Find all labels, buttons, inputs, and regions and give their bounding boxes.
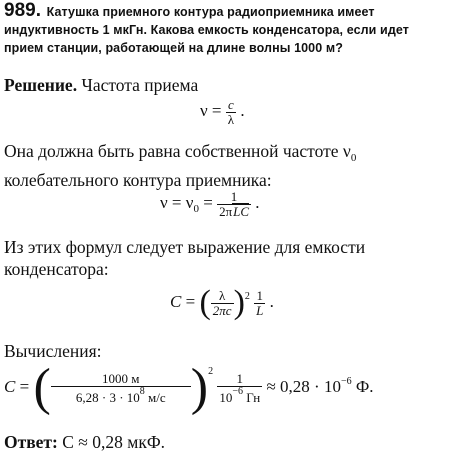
formula4-inner-fraction bbox=[51, 372, 191, 404]
formula4-eq: = bbox=[15, 376, 34, 396]
formula-frequency bbox=[200, 98, 245, 126]
para2-rest: колебательного контура приемника: bbox=[4, 170, 272, 190]
formula1-numerator: c bbox=[226, 98, 236, 113]
formula2-denominator bbox=[217, 205, 251, 219]
formula1-denominator: λ bbox=[227, 111, 235, 127]
formula4-power: 2 bbox=[208, 365, 214, 377]
formula3-right-paren: ) bbox=[233, 284, 245, 321]
formula3-numerator: 1 bbox=[254, 289, 265, 304]
formula4-inner-den-a: 6,28 · 3 · 10 bbox=[75, 389, 140, 405]
formula2-lhs: ν = ν bbox=[160, 193, 194, 213]
solution-intro-text: Частота приема bbox=[81, 75, 199, 95]
formula3-left-paren: ( bbox=[199, 284, 211, 321]
formula3-end: . bbox=[265, 291, 274, 311]
para2-subscript: 0 bbox=[350, 152, 357, 164]
solution-intro bbox=[4, 74, 450, 96]
formula4-denominator bbox=[217, 387, 262, 405]
formula-calculation bbox=[4, 359, 374, 416]
formula2-numerator: 1 bbox=[217, 190, 251, 205]
formula4-right-paren: ) bbox=[190, 359, 209, 416]
problem-number: 989. bbox=[4, 0, 41, 21]
formula1-end: . bbox=[236, 101, 245, 121]
formula4-den-exp: −6 bbox=[232, 385, 243, 397]
formula4-approx: ≈ 0,28 · 10 bbox=[262, 376, 341, 396]
formula4-numerator: 1 bbox=[217, 372, 262, 387]
formula4-inner-den-b: м/с bbox=[144, 389, 166, 405]
answer-text: C ≈ 0,28 мкФ. bbox=[57, 432, 166, 452]
formula2-sqrt: LC bbox=[233, 203, 250, 219]
formula3-eq: = bbox=[181, 291, 200, 311]
formula4-den-a: 10 bbox=[219, 389, 233, 405]
formula3-inner-fraction bbox=[211, 289, 234, 317]
formula-capacitance bbox=[170, 286, 274, 320]
formula4-left-paren: ( bbox=[33, 359, 51, 416]
formula4-lhs: C bbox=[4, 376, 16, 396]
formula3-inner-denominator: 2πc bbox=[212, 302, 232, 318]
formula3-denominator: L bbox=[256, 302, 264, 318]
formula3-fraction bbox=[254, 289, 265, 317]
calc-label: Вычисления: bbox=[4, 341, 102, 361]
formula1-lhs: ν = bbox=[200, 101, 226, 121]
para2-text: Она должна быть равна собственной частоте ν bbox=[4, 141, 351, 161]
formula4-fraction bbox=[217, 372, 262, 404]
formula4-approx-exp: −6 bbox=[340, 375, 352, 387]
solution-paragraph-2 bbox=[4, 140, 450, 191]
formula2-end: . bbox=[251, 193, 260, 213]
formula4-unit: Ф. bbox=[351, 376, 374, 396]
solution-paragraph-3: Из этих формул следует выражение для емкости конденсатора: bbox=[4, 237, 366, 279]
problem-text: Катушка приемного контура радиоприемника имеет индуктивность 1 мкГн. Какова емкость конденсатора, если идет прием станции, работающей на длине волны 1000 м? bbox=[4, 5, 409, 55]
formula4-inner-den-exp: 8 bbox=[139, 385, 145, 397]
formula3-lhs: C bbox=[170, 291, 182, 311]
formula-own-frequency bbox=[160, 190, 260, 218]
formula4-den-b: Гн bbox=[242, 389, 261, 405]
answer-label: Ответ: bbox=[4, 432, 58, 452]
formula3-inner-numerator: λ bbox=[211, 289, 234, 304]
problem-statement bbox=[4, 2, 448, 57]
formula4-inner-numerator: 1000 м bbox=[51, 372, 191, 387]
formula2-lhs-sub: 0 bbox=[193, 203, 199, 216]
solution-label: Решение. bbox=[4, 75, 78, 95]
formula2-den-prefix: 2π bbox=[219, 203, 233, 219]
formula2-eq: = bbox=[198, 193, 218, 213]
formula3-power: 2 bbox=[244, 290, 250, 302]
formula2-fraction bbox=[217, 190, 251, 218]
formula1-fraction bbox=[226, 98, 236, 126]
formula4-inner-denominator bbox=[51, 387, 191, 405]
answer bbox=[4, 432, 165, 453]
